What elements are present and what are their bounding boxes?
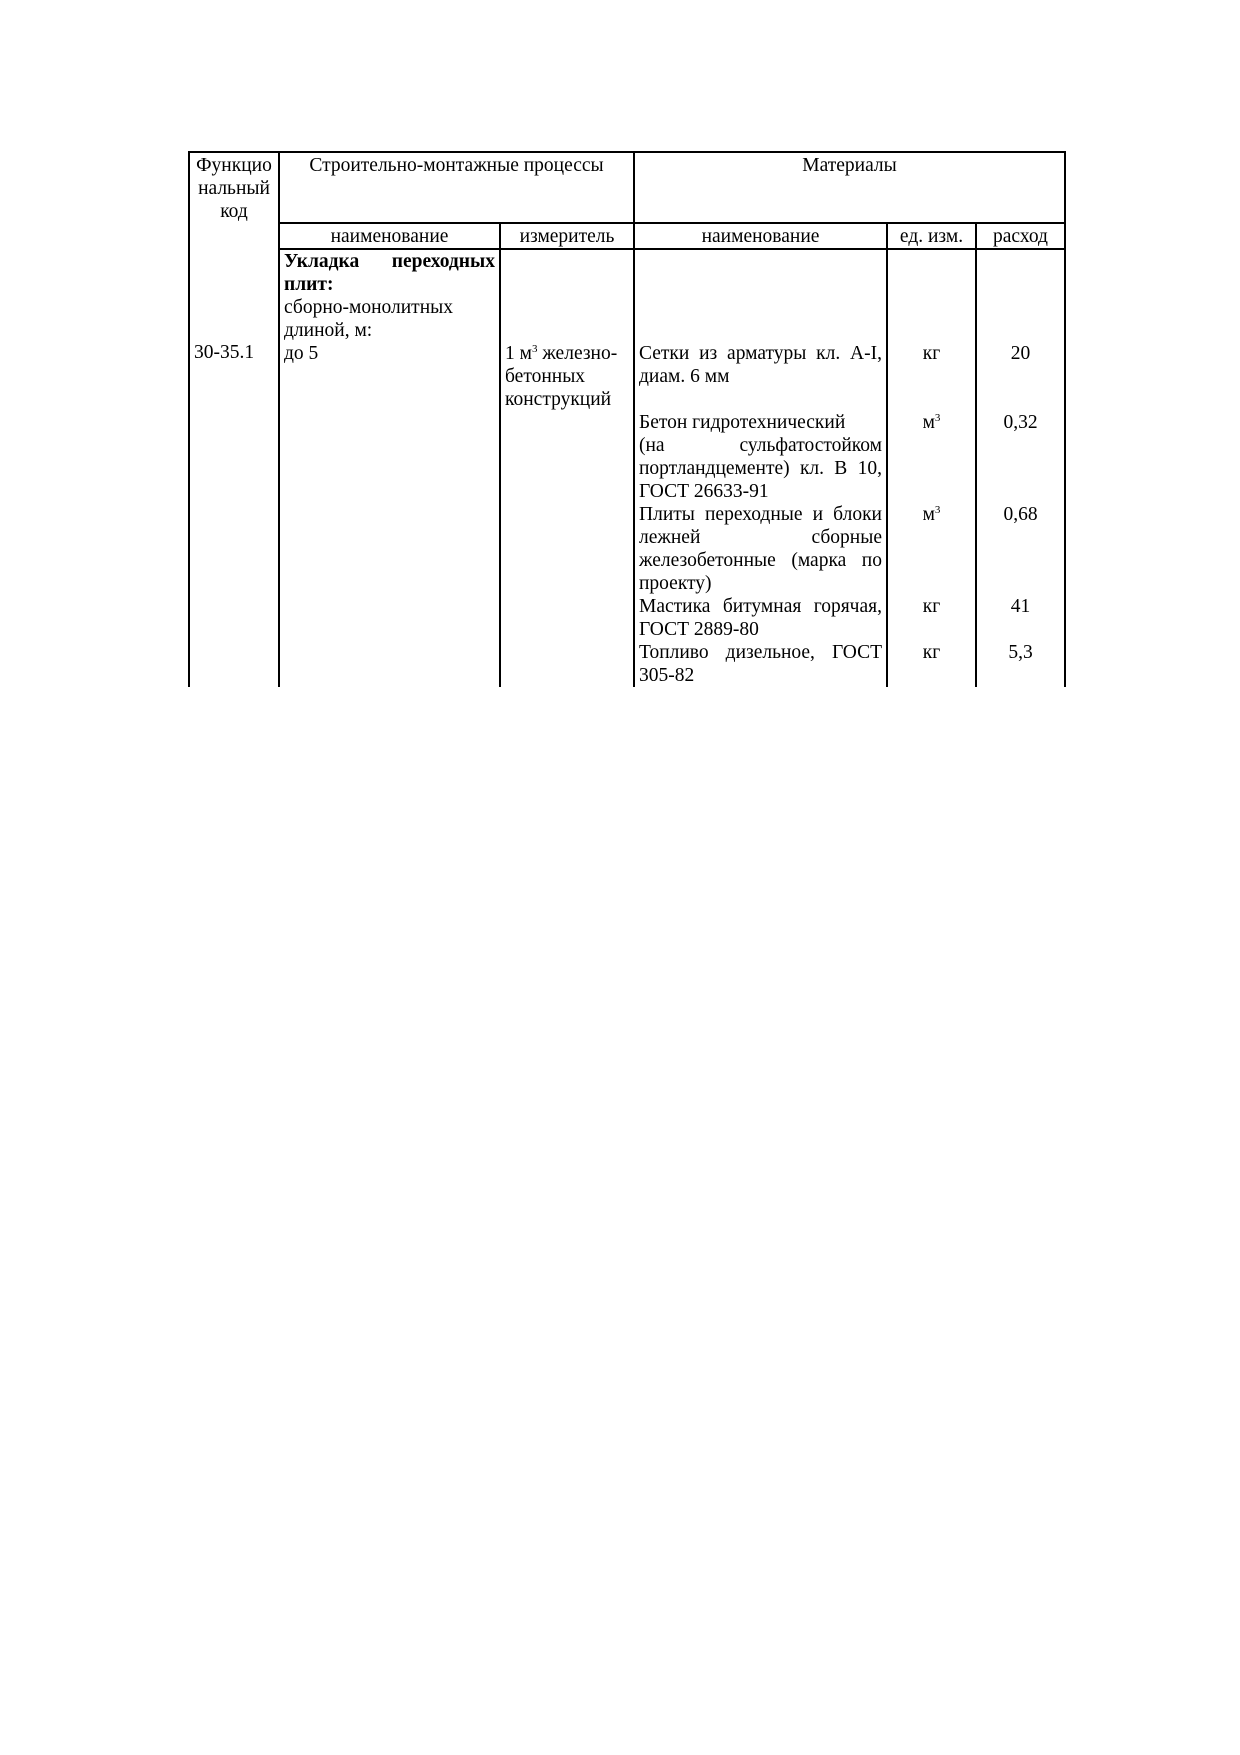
unit-text: кг xyxy=(922,642,941,663)
material-line: (на сульфатостойком xyxy=(639,435,882,456)
material-line: железобетонные (марка по xyxy=(639,550,882,571)
unit-value xyxy=(892,595,971,641)
code-cell xyxy=(189,249,279,687)
header-code-line: Функцио xyxy=(196,155,272,176)
meter-cell xyxy=(500,249,634,687)
header-mat-name: наименование xyxy=(634,223,887,249)
unit-text: кг xyxy=(922,596,941,617)
material-line: Бетон гидротехнический xyxy=(639,412,846,433)
consumption-value: 20 xyxy=(1010,343,1031,364)
body-row xyxy=(189,249,1065,687)
unit-value xyxy=(892,641,971,687)
consumption-value: 0,32 xyxy=(1003,412,1038,433)
consumption-value: 5,3 xyxy=(1008,642,1033,663)
row-code: 30-35.1 xyxy=(194,342,255,363)
section-subtitle-2: длиной, м: xyxy=(284,320,373,341)
header-proc-meter: измеритель xyxy=(500,223,634,249)
consumption-value: 0,68 xyxy=(1003,504,1038,525)
header-materials: Материалы xyxy=(634,152,1065,223)
meter-line-3: конструкций xyxy=(505,389,612,410)
section-title-line2: плит: xyxy=(284,274,334,295)
header-row-2 xyxy=(189,223,1065,249)
header-mat-consumption: расход xyxy=(976,223,1065,249)
material-line: портландцементе) кл. В 10, xyxy=(639,458,882,479)
material-line: 305-82 xyxy=(639,665,695,686)
meter-superscript: 3 xyxy=(531,343,538,355)
section-title-word: Укладка xyxy=(284,251,360,272)
unit-text: м xyxy=(922,504,935,525)
material-item xyxy=(639,641,882,687)
unit-text: м xyxy=(922,412,935,433)
header-code-line: нальный xyxy=(198,178,270,199)
material-item xyxy=(639,411,882,503)
meter-line-1 xyxy=(505,342,629,365)
unit-cell xyxy=(887,249,976,687)
header-proc-name: наименование xyxy=(279,223,500,249)
norms-table xyxy=(188,151,1066,687)
material-line: ГОСТ 2889-80 xyxy=(639,619,759,640)
section-title-line1 xyxy=(284,250,495,273)
material-line: Мастика битумная горячая, xyxy=(639,596,882,617)
material-line: Плиты переходные и блоки xyxy=(639,504,882,525)
consumption-cell xyxy=(976,249,1065,687)
unit-value xyxy=(892,411,971,503)
consumption-value: 41 xyxy=(1010,596,1031,617)
row-name: до 5 xyxy=(284,343,319,364)
material-line: ГОСТ 26633-91 xyxy=(639,481,769,502)
material-name-cell xyxy=(634,249,887,687)
material-line: проекту) xyxy=(639,573,712,594)
material-line: диам. 6 мм xyxy=(639,366,730,387)
material-line: Сетки из арматуры кл. А-I, xyxy=(639,343,882,364)
unit-superscript: 3 xyxy=(934,412,941,424)
process-name-cell xyxy=(279,249,500,687)
material-line: лежней сборные xyxy=(639,527,882,548)
header-row-1 xyxy=(189,152,1065,223)
meter-tail-text: железно- xyxy=(537,343,618,364)
section-subtitle-1: сборно-монолитных xyxy=(284,297,453,318)
material-item xyxy=(639,503,882,595)
material-item xyxy=(639,342,882,411)
header-mat-unit: ед. изм. xyxy=(887,223,976,249)
unit-value xyxy=(892,503,971,595)
section-title-word: переходных xyxy=(391,251,495,272)
meter-line-2: бетонных xyxy=(505,366,586,387)
material-line: Топливо дизельное, ГОСТ xyxy=(639,642,882,663)
header-code-line: код xyxy=(220,201,248,222)
material-item xyxy=(639,595,882,641)
header-processes: Строительно-монтажные процессы xyxy=(279,152,634,223)
unit-superscript: 3 xyxy=(934,504,941,516)
meter-unit-text: 1 м xyxy=(505,343,532,364)
unit-text: кг xyxy=(922,343,941,364)
unit-value xyxy=(892,342,971,411)
header-code xyxy=(189,152,279,249)
